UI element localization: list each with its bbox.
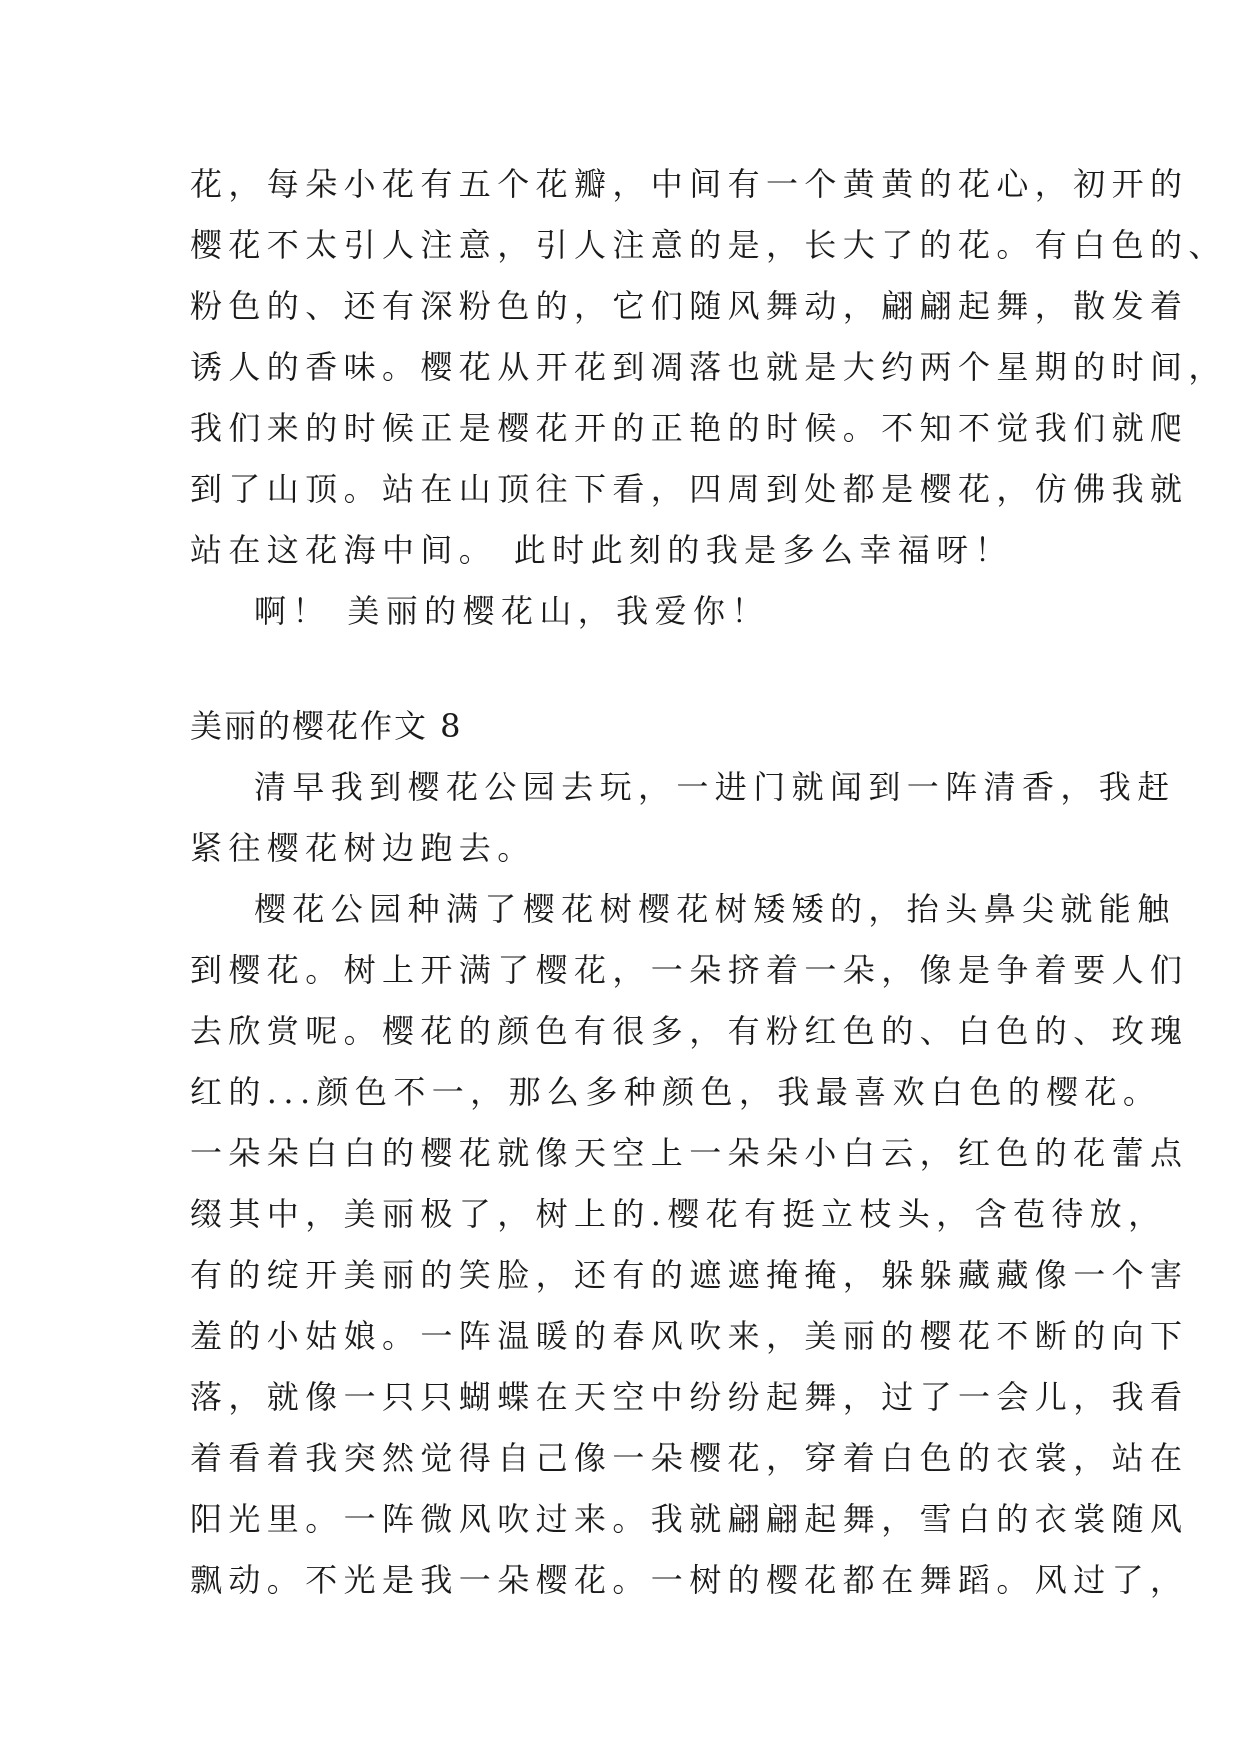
text-line: 去欣赏呢。樱花的颜色有很多，有粉红色的、白色的、玫瑰: [190, 1012, 1189, 1050]
text-line: 粉色的、还有深粉色的，它们随风舞动，翩翩起舞，散发着: [190, 287, 1189, 325]
text-line: 我们来的时候正是樱花开的正艳的时候。不知不觉我们就爬: [190, 409, 1189, 447]
text-line: 站在这花海中间。 此时此刻的我是多么幸福呀！: [190, 531, 1013, 569]
text-line: 缀其中，美丽极了，树上的.樱花有挺立枝头，含苞待放，: [190, 1195, 1167, 1233]
text-line: 着看着我突然觉得自己像一朵樱花，穿着白色的衣裳，站在: [190, 1439, 1189, 1477]
essay-text: [190, 154, 1227, 1611]
text-line: 樱花不太引人注意，引人注意的是，长大了的花。有白色的、: [190, 226, 1227, 264]
closing-line: 啊！ 美丽的樱花山，我爱你！: [254, 592, 770, 630]
text-line: 清早我到樱花公园去玩，一进门就闻到一阵清香，我赶: [254, 768, 1176, 806]
section-gap: [190, 642, 1050, 696]
text-line: 诱人的香味。樱花从开花到凋落也就是大约两个星期的时间，: [190, 348, 1227, 386]
text-line: 到樱花。树上开满了樱花，一朵挤着一朵，像是争着要人们: [190, 951, 1189, 989]
text-line: 阳光里。一阵微风吹过来。我就翩翩起舞，雪白的衣裳随风: [190, 1500, 1189, 1538]
text-line: 一朵朵白白的樱花就像天空上一朵朵小白云，红色的花蕾点: [190, 1134, 1189, 1172]
text-line: 有的绽开美丽的笑脸，还有的遮遮掩掩，躲躲藏藏像一个害: [190, 1256, 1189, 1294]
text-line: 樱花公园种满了樱花树樱花树矮矮的，抬头鼻尖就能触: [254, 890, 1176, 928]
text-line: 落，就像一只只蝴蝶在天空中纷纷起舞，过了一会儿，我看: [190, 1378, 1189, 1416]
essay-heading: 美丽的樱花作文 8: [190, 707, 463, 745]
text-line: 到了山顶。站在山顶往下看，四周到处都是樱花，仿佛我就: [190, 470, 1189, 508]
text-line: 飘动。不光是我一朵樱花。一树的樱花都在舞蹈。风过了，: [190, 1561, 1189, 1599]
text-line: 红的...颜色不一，那么多种颜色，我最喜欢白色的樱花。: [190, 1073, 1162, 1111]
text-line: 花，每朵小花有五个花瓣，中间有一个黄黄的花心，初开的: [190, 165, 1189, 203]
text-line: 羞的小姑娘。一阵温暖的春风吹来，美丽的樱花不断的向下: [190, 1317, 1189, 1355]
text-line: 紧往樱花树边跑去。: [190, 829, 536, 867]
